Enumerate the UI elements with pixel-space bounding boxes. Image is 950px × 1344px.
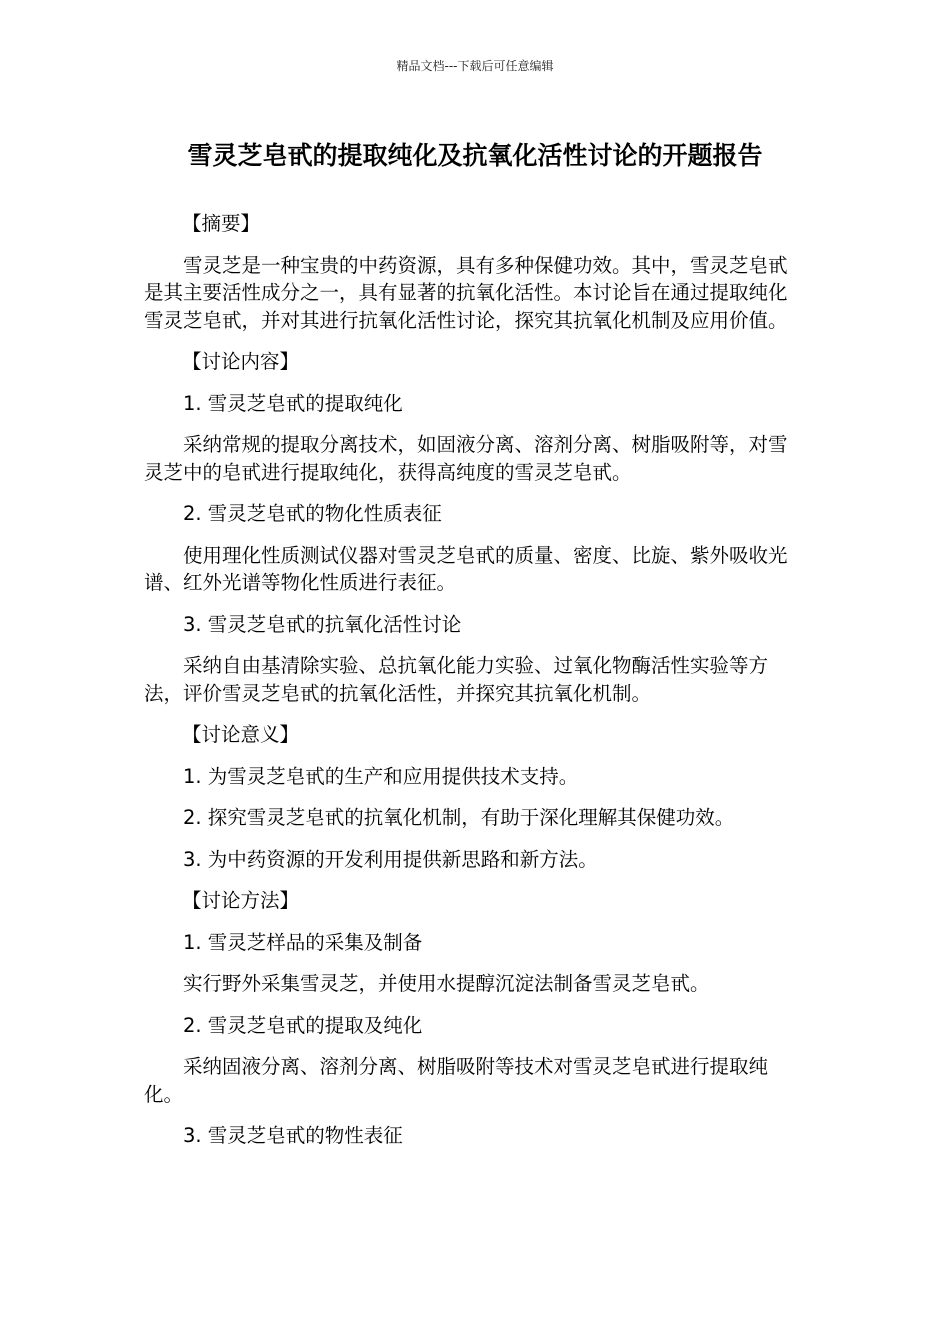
document-body [144,210,794,1164]
section-heading-abstract: 【摘要】 [182,212,261,235]
significance-item-3: 3. 为中药资源的开发利用提供新思路和新方法。 [183,847,598,871]
section-heading-significance: 【讨论意义】 [182,723,300,746]
content-item-3: 3. 雪灵芝皂甙的抗氧化活性讨论 [183,612,462,636]
document-title: 雪灵芝皂甙的提取纯化及抗氧化活性讨论的开题报告 [187,141,763,170]
significance-item-1: 1. 为雪灵芝皂甙的生产和应用提供技术支持。 [183,764,579,788]
content-item-1: 1. 雪灵芝皂甙的提取纯化 [183,391,403,415]
section-heading-methods: 【讨论方法】 [182,889,300,912]
methods-item-1: 1. 雪灵芝样品的采集及制备 [183,930,423,954]
methods-item-3: 3. 雪灵芝皂甙的物性表征 [183,1124,403,1147]
methods-paragraph-1: 实行野外采集雪灵芝，并使用水提醇沉淀法制备雪灵芝皂甙。 [183,972,710,995]
significance-item-2: 2. 探究雪灵芝皂甙的抗氧化机制，有助于深化理解其保健功效。 [183,806,735,829]
content-item-2: 2. 雪灵芝皂甙的物化性质表征 [183,502,442,525]
methods-paragraph-2: 采纳固液分离、溶剂分离、树脂吸附等技术对雪灵芝皂甙进行提取纯化。 [144,1055,769,1106]
abstract-paragraph: 雪灵芝是一种宝贵的中药资源，具有多种保健功效。其中，雪灵芝皂甙是其主要活性成分之一，具有显著的抗氧化活性。本讨论旨在通过提取纯化雪灵芝皂甙，并对其进行抗氧化活性讨论，探究其抗氧化机制及应用价值。 [144,253,788,332]
content-paragraph-3: 采纳自由基清除实验、总抗氧化能力实验、过氧化物酶活性实验等方法，评价雪灵芝皂甙的抗氧化活性，并探究其抗氧化机制。 [144,654,769,705]
content-paragraph-1: 采纳常规的提取分离技术，如固液分离、溶剂分离、树脂吸附等，对雪灵芝中的皂甙进行提取纯化，获得高纯度的雪灵芝皂甙。 [144,433,788,484]
methods-item-2: 2. 雪灵芝皂甙的提取及纯化 [183,1013,423,1037]
section-heading-content: 【讨论内容】 [182,350,300,373]
page-header: 精品文档---下载后可任意编辑 [396,59,554,73]
content-paragraph-2: 使用理化性质测试仪器对雪灵芝皂甙的质量、密度、比旋、紫外吸收光谱、红外光谱等物化性质进行表征。 [144,543,788,594]
